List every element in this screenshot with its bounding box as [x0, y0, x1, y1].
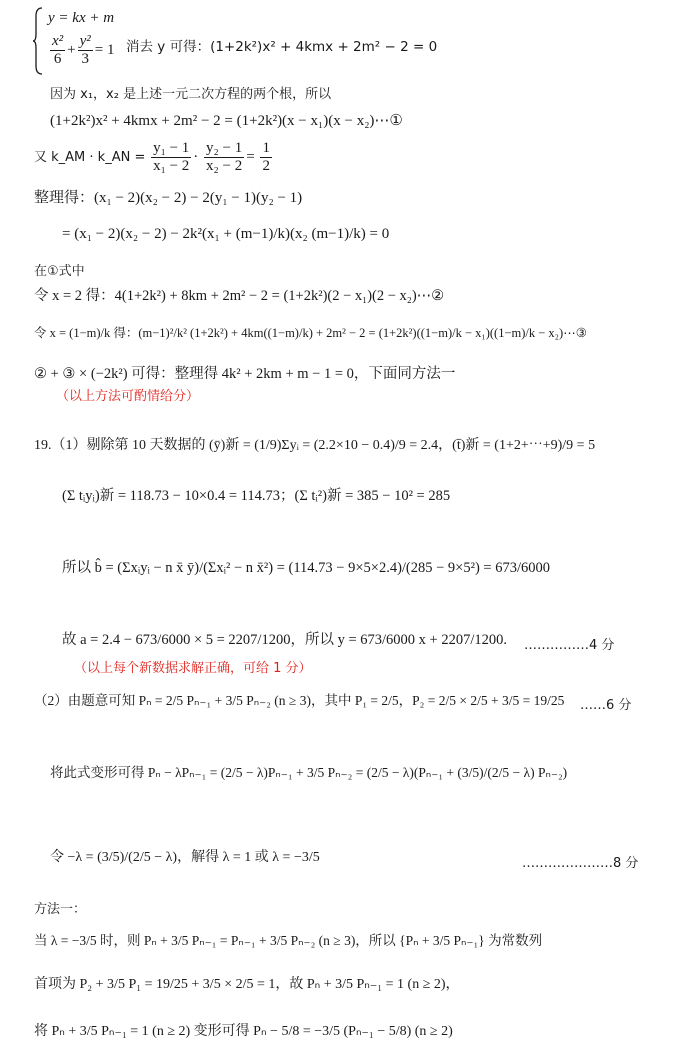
q19-part2-lambda: 令 −λ = (3/5)/(2/5 − λ)，解得 λ = 1 或 λ = −3/5	[50, 850, 320, 865]
method-one-label: 方法一：	[34, 902, 87, 917]
q19-part1-mean: 19.（1）剔除第 10 天数据的 (ȳ)新 = (1/9)Σyᵢ = (2.2×10 − 0.4)/9 = 2.4，(t̄)新 = (1+2+⋯+9)/9 = 5	[34, 438, 596, 453]
grading-note-1: （以上方法可酌情给分）	[56, 389, 200, 404]
method-one-transform: 将 Pₙ + 3/5 Pₙ₋₁ = 1 (n ≥ 2) 变形可得 Pₙ − 5/8 = −3/5 (Pₙ₋₁ − 5/8) (n ≥ 2)	[34, 1024, 453, 1039]
q19-part1-sums: (Σ tᵢyᵢ)新 = 118.73 − 10×0.4 = 114.73；(Σ tᵢ²)新 = 385 − 10² = 285	[62, 488, 451, 504]
slope-product-line: 又 k_AM · k_AN = $\frac{\text{y₁ − 1}}{\text{x₁ − 2}}$ · $\frac{\text{y₂ − 1}}{\text{x₂ − 2}}$ = $\frac{1}{2}$	[34, 140, 270, 175]
score-4: ……………4 分	[524, 638, 615, 653]
slope-product-label: 又 k_AM · k_AN =	[34, 150, 146, 166]
roots-statement: 因为 x₁，x₂ 是上述一元二次方程的两个根，所以	[50, 87, 332, 102]
factorization-eq-1: (1+2k²)x² + 4kmx + 2m² − 2 = (1+2k²)(x − x₁)(x − x₂)⋯①	[50, 113, 403, 129]
q19-regression-eq: 故 a = 2.4 − 673/6000 × 5 = 2207/1200，所以 y = 673/6000 x + 2207/1200.	[62, 632, 507, 648]
q19-part2-recurrence: （2）由题意可知 Pₙ = 2/5 Pₙ₋₁ + 3/5 Pₙ₋₂ (n ≥ 3)，其中 P₁ = 2/5，P₂ = 2/5 × 2/5 + 3/5 = 19/25	[34, 693, 565, 708]
combine-result: ② + ③ × (−2k²) 可得：整理得 4k² + 2km + m − 1 = 0，下面同方法一	[34, 366, 456, 382]
substitute-x-frac: 令 x = (1−m)/k 得：(m−1)²/k² (1+2k²) + 4km((1−m)/k) + 2m² − 2 = (1+2k²)((1−m)/k − x₁)((1−m)/k − x₂)⋯③	[34, 326, 587, 340]
left-brace	[32, 6, 44, 76]
system-line-1: y = kx + m	[48, 10, 115, 26]
substitute-x-2: 令 x = 2 得：4(1+2k²) + 8km + 2m² − 2 = (1+2k²)(2 − x₁)(2 − x₂)⋯②	[34, 288, 445, 304]
method-one-case: 当 λ = −3/5 时，则 Pₙ + 3/5 Pₙ₋₁ = Pₙ₋₁ + 3/5 Pₙ₋₂ (n ≥ 3)，所以 {Pₙ + 3/5 Pₙ₋₁} 为常数列	[34, 933, 543, 948]
system-line-2: $\frac{\text{x²}}{6}$ + $\frac{\text{y²}}{3}$ = 1	[52, 33, 115, 68]
in-equation-1: 在①式中	[34, 264, 85, 279]
score-8: …………………8 分	[522, 856, 639, 871]
q19-part2-transform: 将此式变形可得 Pₙ − λPₙ₋₁ = (2/5 − λ)Pₙ₋₁ + 3/5 Pₙ₋₂ = (2/5 − λ)(Pₙ₋₁ + (3/5)/(2/5 − λ) Pₙ₋₂)	[50, 765, 568, 780]
method-one-first-term: 首项为 P₂ + 3/5 P₁ = 19/25 + 3/5 × 2/5 = 1，故 Pₙ + 3/5 Pₙ₋₁ = 1 (n ≥ 2)，	[34, 977, 460, 992]
score-6: ……6 分	[580, 698, 632, 713]
q19-slope-estimate: 所以 b̂ = (Σxᵢyᵢ − n x̄ ȳ)/(Σxᵢ² − n x̄²) = (114.73 − 9×5×2.4)/(285 − 9×5²) = 673/6000	[62, 560, 550, 576]
grading-note-2: （以上每个新数据求解正确，可给 1 分）	[74, 661, 312, 676]
eliminate-y-result: 消去 y 可得：(1+2k²)x² + 4kmx + 2m² − 2 = 0	[126, 39, 438, 55]
simplify-line: 整理得：(x₁ − 2)(x₂ − 2) − 2(y₁ − 1)(y₂ − 1)	[34, 190, 303, 206]
simplify-line-2: = (x₁ − 2)(x₂ − 2) − 2k²(x₁ + (m−1)/k)(x₂ (m−1)/k) = 0	[62, 226, 390, 242]
